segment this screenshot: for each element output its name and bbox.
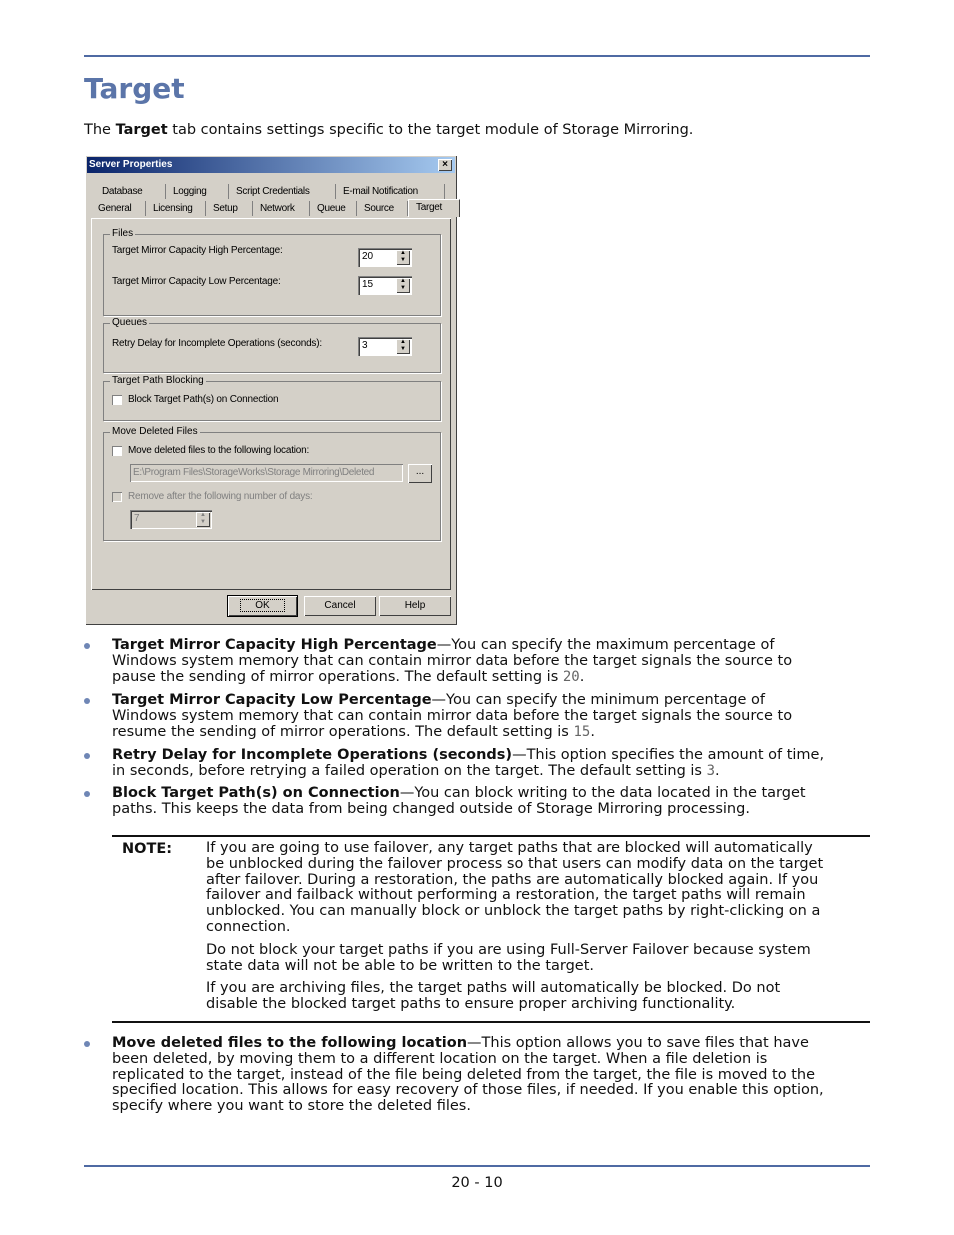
spinner-arrows-icon[interactable]: ▲ ▼	[396, 250, 410, 265]
block-paths-label: Block Target Path(s) on Connection	[128, 394, 279, 405]
tab-queue[interactable]: Queue	[310, 201, 357, 216]
tab-source[interactable]: Source	[357, 201, 408, 216]
tab-logging[interactable]: Logging	[166, 184, 229, 199]
move-deleted-legend: Move Deleted Files	[112, 426, 198, 437]
queues-legend: Queues	[112, 317, 148, 328]
block-paths-checkbox[interactable]	[112, 395, 122, 405]
high-percentage-value: 20	[362, 251, 374, 262]
days-spinner[interactable]	[130, 510, 212, 529]
dialog-title: Server Properties	[89, 159, 173, 170]
bullet-icon	[84, 753, 90, 759]
bullet-icon	[84, 698, 90, 704]
bullet-icon	[84, 791, 90, 797]
low-percentage-spinner[interactable]	[358, 276, 412, 295]
retry-delay-spinner[interactable]	[358, 337, 412, 356]
remove-after-label: Remove after the following number of days:	[128, 491, 313, 502]
retry-delay-value: 3	[362, 340, 368, 351]
retry-delay-label: Retry Delay for Incomplete Operations (seconds):	[112, 338, 322, 349]
high-percentage-label: Target Mirror Capacity High Percentage:	[112, 245, 283, 256]
tab-licensing[interactable]: Licensing	[146, 201, 206, 216]
tab-setup[interactable]: Setup	[206, 201, 253, 216]
tab-database[interactable]: Database	[95, 184, 166, 199]
target-tab-panel	[91, 218, 451, 590]
bullet-high-percentage: Target Mirror Capacity High Percentage—You can specify the maximum percentage of Windows system memory that can contain mirror data before the target signals the source to pause the sending of mirror operations. The default setting is 20.	[112, 637, 793, 685]
bullet-retry-delay: Retry Delay for Incomplete Operations (seconds)—This option specifies the amount of time, in seconds, before retrying a failed operation on the target. The default setting is 3.	[112, 747, 825, 779]
bullet-move-deleted: Move deleted files to the following location—This option allows you to save files that have been deleted, by moving them to a different location on the target. When a file deletion is replicated to the target, instead of the file being deleted from the target, the file is moved to the specified location. This allows for easy recovery of those files, if needed. If you enable this option, specify where you want to store the deleted files.	[112, 1035, 824, 1115]
bottom-rule	[84, 1165, 870, 1167]
tab-target[interactable]: Target	[408, 199, 460, 217]
note-paragraph-2: Do not block your target paths if you are using Full-Server Failover because system state data will not be able to be written to the target.	[206, 942, 811, 974]
tab-row-1	[95, 184, 445, 199]
bullet-low-percentage: Target Mirror Capacity Low Percentage—You can specify the minimum percentage of Windows system memory that can contain mirror data before the target signals the source to resume the sending of mirror operations. The default setting is 15.	[112, 692, 793, 740]
bullet-icon	[84, 643, 90, 649]
note-label: NOTE:	[122, 841, 173, 857]
bullet-icon	[84, 1041, 90, 1047]
path-blocking-legend: Target Path Blocking	[112, 375, 204, 386]
intro-paragraph: The Target tab contains settings specific to the target module of Storage Mirroring.	[84, 122, 694, 138]
browse-button[interactable]: ...	[408, 464, 432, 483]
tab-general[interactable]: General	[91, 201, 146, 216]
low-percentage-value: 15	[362, 279, 374, 290]
low-percentage-label: Target Mirror Capacity Low Percentage:	[112, 276, 281, 287]
page-number: 20 - 10	[451, 1175, 503, 1191]
page-title: Target	[84, 72, 185, 105]
dialog-titlebar	[87, 157, 455, 173]
move-deleted-label: Move deleted files to the following location:	[128, 445, 310, 456]
help-button[interactable]: Help	[379, 596, 451, 616]
note-paragraph-3: If you are archiving files, the target paths will automatically be blocked. Do not disable the blocked target paths to ensure proper archiving functionality.	[206, 980, 781, 1012]
tab-script-credentials[interactable]: Script Credentials	[229, 184, 336, 199]
high-percentage-spinner[interactable]	[358, 248, 412, 267]
remove-after-checkbox[interactable]	[112, 492, 122, 502]
note-box	[112, 835, 870, 1023]
deleted-path-input[interactable]: E:\Program Files\StorageWorks\Storage Mirroring\Deleted	[130, 464, 403, 482]
tab-network[interactable]: Network	[253, 201, 310, 216]
queues-group	[103, 317, 441, 373]
note-paragraph-1: If you are going to use failover, any target paths that are blocked will automatically be unblocked during the failover process so that users can modify data on the target after failover. During a restoration, the paths are automatically blocked again. If you failover and failback without performing a restoration, the target paths will remain unblocked. You can manually block or unblock the target paths by right-clicking on a connection.	[206, 840, 824, 935]
spinner-arrows-icon[interactable]: ▲ ▼	[396, 339, 410, 354]
move-deleted-group	[103, 426, 441, 541]
days-value: 7	[134, 513, 140, 524]
spinner-arrows-icon[interactable]: ▲ ▼	[196, 512, 210, 527]
bullet-block-paths: Block Target Path(s) on Connection—You can block writing to the data located in the target paths. This keeps the data from being changed outside of Storage Mirroring processing.	[112, 785, 806, 817]
path-blocking-group	[103, 375, 441, 421]
close-icon[interactable]: ×	[438, 159, 452, 171]
cancel-button[interactable]: Cancel	[304, 596, 376, 616]
move-deleted-checkbox[interactable]	[112, 446, 122, 456]
tab-row-2	[91, 201, 460, 216]
spinner-arrows-icon[interactable]: ▲ ▼	[396, 278, 410, 293]
ok-button[interactable]: OK	[228, 596, 297, 616]
tab-email-notification[interactable]: E-mail Notification	[336, 184, 445, 199]
top-rule	[84, 55, 870, 57]
files-legend: Files	[112, 228, 134, 239]
files-group	[103, 228, 441, 316]
server-properties-dialog	[85, 155, 457, 625]
